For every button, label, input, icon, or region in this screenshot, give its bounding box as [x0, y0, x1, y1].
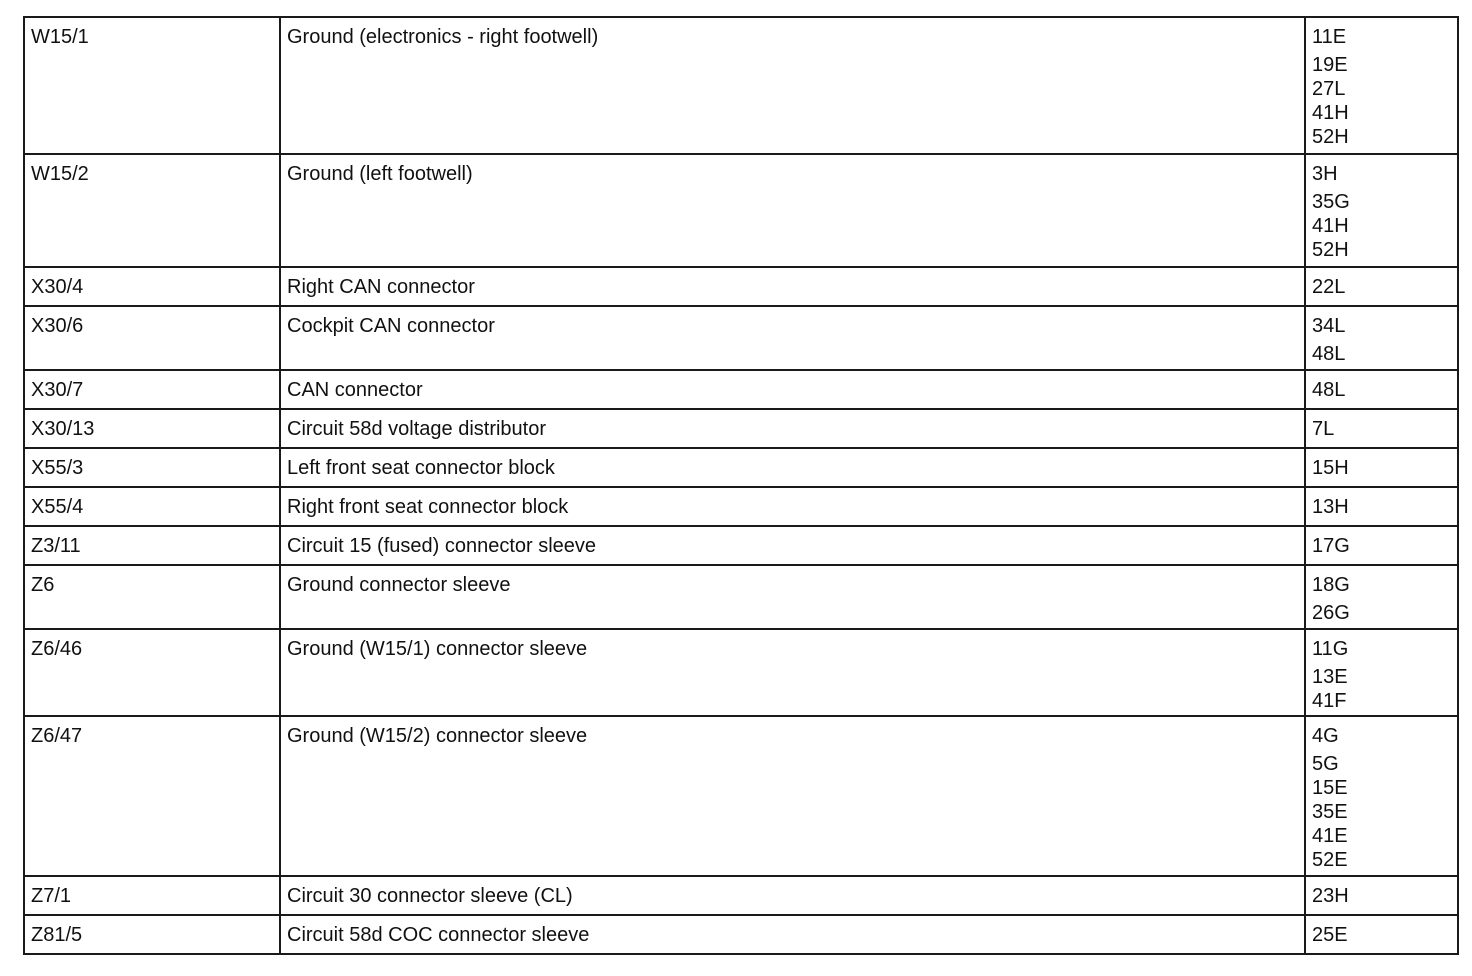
component-code: Z7/1: [31, 885, 72, 907]
grid-location: 27L: [1312, 78, 1346, 100]
component-description-cell: [280, 629, 1305, 716]
grid-location: 15H: [1312, 457, 1349, 479]
grid-location-list: [1312, 637, 1451, 713]
grid-location: 35E: [1312, 801, 1348, 823]
grid-location-list: [1312, 162, 1451, 262]
grid-location: 7L: [1312, 418, 1335, 440]
grid-location: 52H: [1312, 239, 1349, 261]
grid-location: 22L: [1312, 276, 1346, 298]
component-description: Ground (W15/1) connector sleeve: [287, 638, 588, 660]
grid-location-cell: [1305, 915, 1458, 954]
grid-location: 11E: [1312, 26, 1347, 48]
component-code: Z6: [31, 574, 55, 596]
component-description: Circuit 58d COC connector sleeve: [287, 924, 590, 946]
table-row: [24, 915, 1458, 954]
component-code-cell: [24, 565, 280, 629]
grid-location: 48L: [1312, 379, 1346, 401]
component-description: Circuit 58d voltage distributor: [287, 418, 547, 440]
component-description: Left front seat connector block: [287, 457, 555, 479]
grid-location: 13E: [1312, 666, 1348, 688]
component-description-cell: [280, 306, 1305, 370]
component-description-cell: [280, 487, 1305, 526]
table-row: [24, 448, 1458, 487]
component-code: X30/7: [31, 379, 84, 401]
table-row: [24, 876, 1458, 915]
grid-location-cell: [1305, 370, 1458, 409]
grid-location-cell: [1305, 448, 1458, 487]
component-code-cell: [24, 876, 280, 915]
grid-location: 25E: [1312, 924, 1348, 946]
component-code: X55/4: [31, 496, 84, 518]
component-code: Z81/5: [31, 924, 83, 946]
component-code-cell: [24, 370, 280, 409]
component-description-cell: [280, 154, 1305, 267]
table-row: [24, 716, 1458, 876]
grid-location: 52H: [1312, 126, 1349, 148]
grid-location: 41E: [1312, 825, 1348, 847]
component-description-cell: [280, 915, 1305, 954]
grid-location-list: [1312, 724, 1451, 872]
component-description-cell: [280, 17, 1305, 154]
component-description-cell: [280, 370, 1305, 409]
table-row: [24, 487, 1458, 526]
grid-location-list: [1312, 534, 1451, 558]
table-row: [24, 154, 1458, 267]
grid-location-list: [1312, 573, 1451, 625]
grid-location-list: [1312, 378, 1451, 402]
component-code: X30/6: [31, 315, 84, 337]
grid-location-list: [1312, 314, 1451, 366]
component-description: Ground connector sleeve: [287, 574, 511, 596]
grid-location: 26G: [1312, 602, 1350, 624]
component-code-cell: [24, 915, 280, 954]
grid-location: 52E: [1312, 849, 1348, 871]
component-description-cell: [280, 267, 1305, 306]
grid-location: 13H: [1312, 496, 1349, 518]
component-description-cell: [280, 409, 1305, 448]
component-description-cell: [280, 448, 1305, 487]
grid-location-list: [1312, 923, 1451, 947]
grid-location-cell: [1305, 17, 1458, 154]
grid-location-cell: [1305, 487, 1458, 526]
grid-location: 23H: [1312, 885, 1349, 907]
component-description: Right front seat connector block: [287, 496, 569, 518]
component-code-cell: [24, 629, 280, 716]
component-code: W15/1: [31, 26, 89, 48]
grid-location: 19E: [1312, 54, 1348, 76]
grid-location-list: [1312, 275, 1451, 299]
component-code-cell: [24, 409, 280, 448]
table-row: [24, 306, 1458, 370]
component-description: Circuit 15 (fused) connector sleeve: [287, 535, 597, 557]
grid-location: 35G: [1312, 191, 1350, 213]
grid-location-cell: [1305, 154, 1458, 267]
grid-location: 41F: [1312, 690, 1347, 712]
table-row: [24, 370, 1458, 409]
grid-location-cell: [1305, 565, 1458, 629]
grid-location-cell: [1305, 267, 1458, 306]
table-row: [24, 565, 1458, 629]
grid-location-cell: [1305, 716, 1458, 876]
component-code: Z6/47: [31, 725, 83, 747]
component-code: X30/4: [31, 276, 84, 298]
table-row: [24, 629, 1458, 716]
component-description: Ground (left footwell): [287, 163, 473, 185]
grid-location-list: [1312, 884, 1451, 908]
grid-location: 41H: [1312, 215, 1349, 237]
grid-location-cell: [1305, 409, 1458, 448]
component-code-cell: [24, 487, 280, 526]
component-code: X55/3: [31, 457, 84, 479]
component-code: X30/13: [31, 418, 95, 440]
component-description: Cockpit CAN connector: [287, 315, 495, 337]
component-code-cell: [24, 716, 280, 876]
component-description: Ground (electronics - right footwell): [287, 26, 599, 48]
grid-location-cell: [1305, 306, 1458, 370]
grid-location: 15E: [1312, 777, 1348, 799]
grid-location-list: [1312, 25, 1451, 149]
component-description: Circuit 30 connector sleeve (CL): [287, 885, 573, 907]
component-code-cell: [24, 17, 280, 154]
component-description: CAN connector: [287, 379, 423, 401]
component-location-table: [23, 16, 1459, 955]
component-description: Right CAN connector: [287, 276, 475, 298]
table-row: [24, 267, 1458, 306]
component-description-cell: [280, 526, 1305, 565]
grid-location: 34L: [1312, 315, 1346, 337]
component-description-cell: [280, 716, 1305, 876]
component-code: Z3/11: [31, 535, 81, 557]
grid-location-list: [1312, 495, 1451, 519]
grid-location: 4G: [1312, 725, 1339, 747]
grid-location: 18G: [1312, 574, 1350, 596]
component-code-cell: [24, 267, 280, 306]
table-row: [24, 526, 1458, 565]
grid-location-list: [1312, 417, 1451, 441]
component-code: W15/2: [31, 163, 89, 185]
component-description-cell: [280, 876, 1305, 915]
grid-location: 17G: [1312, 535, 1350, 557]
component-description: Ground (W15/2) connector sleeve: [287, 725, 588, 747]
table-row: [24, 17, 1458, 154]
grid-location: 11G: [1312, 638, 1349, 660]
grid-location-cell: [1305, 526, 1458, 565]
component-code-cell: [24, 526, 280, 565]
grid-location-list: [1312, 456, 1451, 480]
grid-location: 5G: [1312, 753, 1339, 775]
grid-location: 3H: [1312, 163, 1338, 185]
component-code-cell: [24, 306, 280, 370]
component-code-cell: [24, 154, 280, 267]
table-row: [24, 409, 1458, 448]
component-code-cell: [24, 448, 280, 487]
component-code: Z6/46: [31, 638, 83, 660]
grid-location: 41H: [1312, 102, 1349, 124]
grid-location-cell: [1305, 629, 1458, 716]
grid-location-cell: [1305, 876, 1458, 915]
grid-location: 48L: [1312, 343, 1346, 365]
component-description-cell: [280, 565, 1305, 629]
table-body: [24, 17, 1458, 954]
